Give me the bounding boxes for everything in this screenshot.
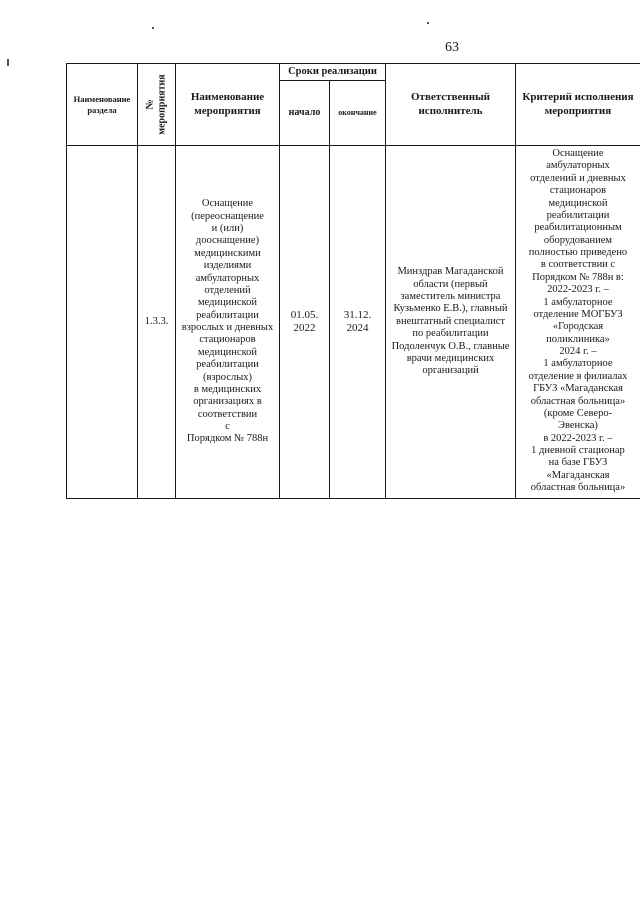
cell-number: 1.3.3. <box>144 315 169 327</box>
cell-end: 31.12. 2024 <box>343 309 372 334</box>
header-terms-group: Сроки реализации <box>288 65 377 77</box>
header-end: окончание <box>338 108 377 118</box>
header-event-name: Наименование мероприятия <box>190 91 265 117</box>
cell-start: 01.05. 2022 <box>290 309 319 334</box>
cell-responsible: Минздрав Магаданской области (первый заместитель министра Кузьменко Е.В.), главный внештатный специалист по реабилитации Подоленчук О.В., главные врачи медицинских организаций <box>391 266 510 377</box>
header-number-label: № мероприятия <box>145 74 168 135</box>
header-responsible: Ответственный исполнитель <box>410 91 491 117</box>
header-number <box>138 64 175 145</box>
scan-mark <box>427 22 429 24</box>
cell-section <box>67 146 137 498</box>
header-section: Наименование раздела <box>73 94 131 115</box>
scan-mark <box>152 27 154 29</box>
page-number: 63 <box>445 40 459 55</box>
header-criterion: Критерий исполнения мероприятия <box>522 91 634 117</box>
header-start: начало <box>288 107 321 118</box>
cell-criterion: Оснащение амбулаторных отделений и дневных стационаров медицинской реабилитации реабилитационным оборудованием полностью приведено в соответствии с Порядком № 788н в: 2022-2023 г. – 1 амбулаторное отделение МОГБУЗ «Городская поликлиника» 2024 г. – 1 амбулаторное отделение в филиалах ГБУЗ «Магаданская областная больница» (кроме Северо- Эвенска) в 2022-2023 г. – 1 дневной стационар на базе ГБУЗ «Магаданская областная больница» <box>528 148 628 494</box>
cell-event-name: Оснащение (переоснащение и (или) дооснащение) медицинскими изделиями амбулаторных отделений медицинской реабилитации взрослых и дневных стационаров медицинской реабилитации (взрослых) в медицинских организациях в соответствии с Порядком № 788н <box>181 198 274 445</box>
scan-mark <box>7 59 9 66</box>
